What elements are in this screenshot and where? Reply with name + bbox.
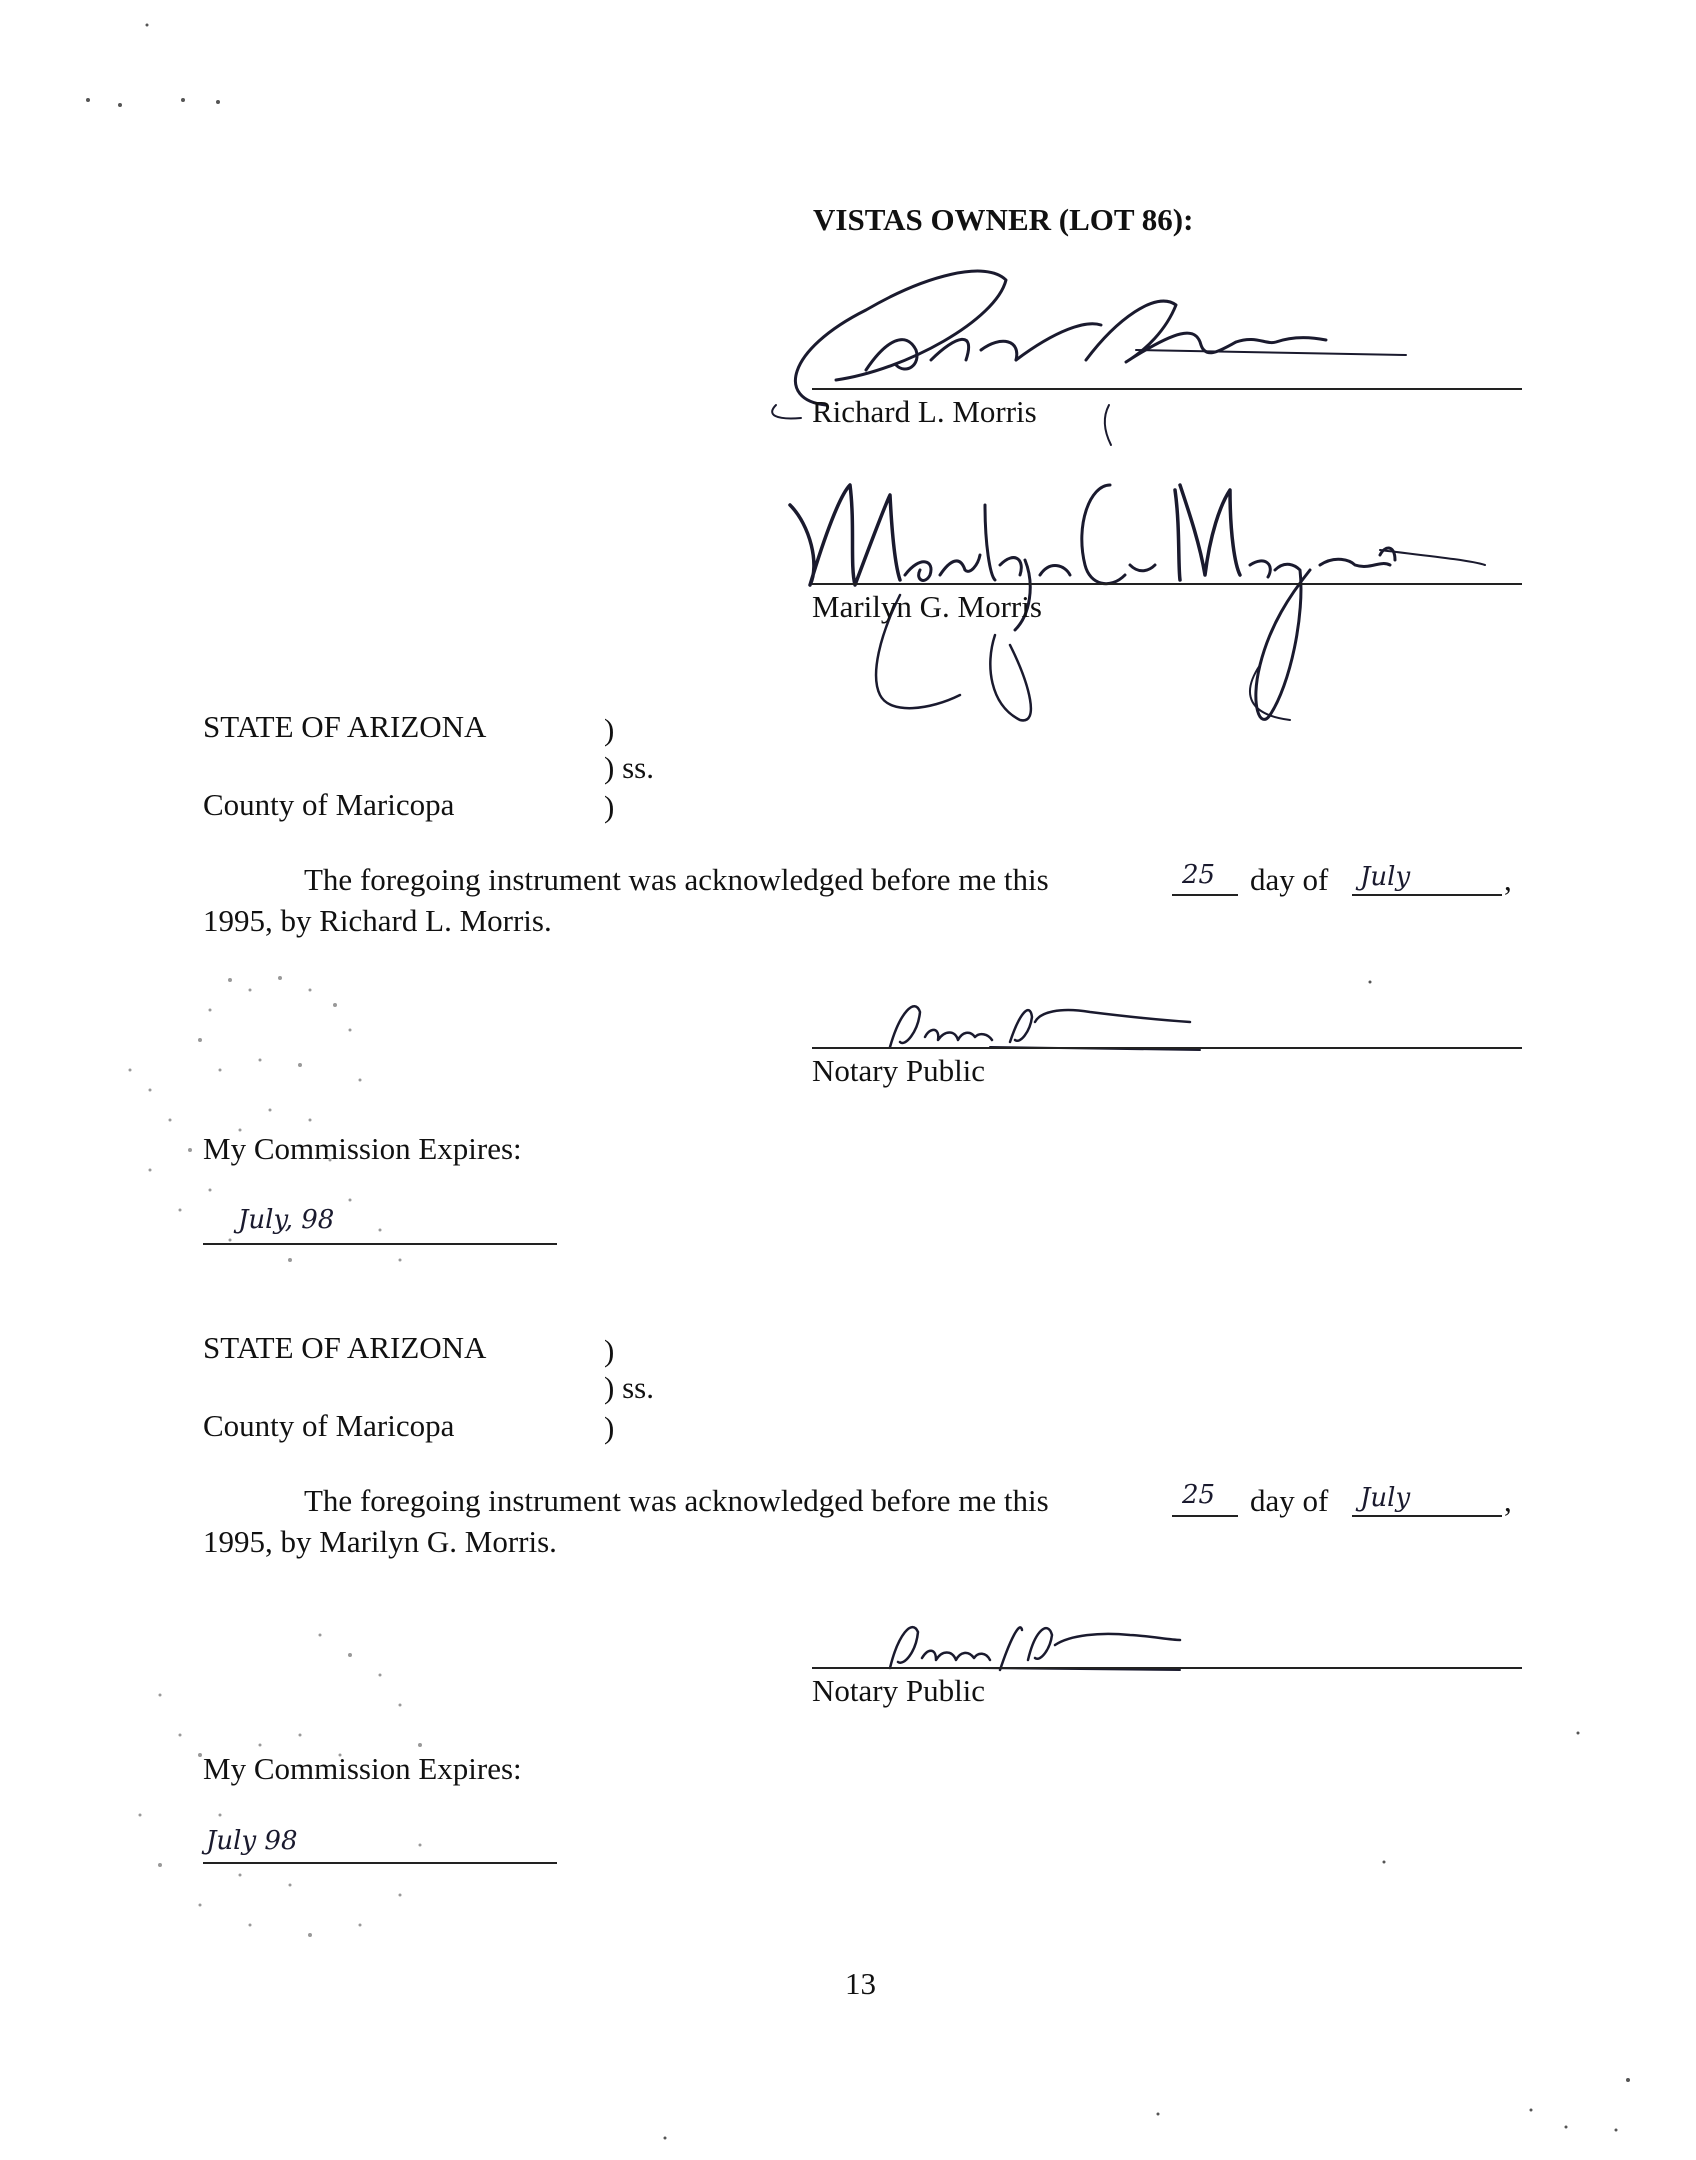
day-of-text: day of <box>1250 1483 1329 1518</box>
page-number: 13 <box>845 1966 876 2001</box>
venue-paren: ) <box>604 712 615 747</box>
venue-state: STATE OF ARIZONA <box>203 1330 487 1365</box>
signature-line-1 <box>812 388 1522 390</box>
ack-text-line-2: 1995, by Richard L. Morris. <box>203 903 552 938</box>
day-of-text: day of <box>1250 862 1329 897</box>
day-blank <box>1172 894 1238 896</box>
commission-date-line <box>203 1243 557 1245</box>
ack-text-line-1: The foregoing instrument was acknowledged before me this <box>304 862 1049 897</box>
venue-state: STATE OF ARIZONA <box>203 709 487 744</box>
day-value: 25 <box>1182 860 1216 890</box>
commission-label: My Commission Expires: <box>203 1131 522 1166</box>
comma: , <box>1504 1483 1512 1518</box>
commission-date-line <box>203 1862 557 1864</box>
comma: , <box>1504 862 1512 897</box>
venue-county: County of Maricopa <box>203 787 455 822</box>
owner-heading: VISTAS OWNER (LOT 86): <box>813 202 1194 237</box>
notary-label: Notary Public <box>812 1673 986 1708</box>
notary-label: Notary Public <box>812 1053 986 1088</box>
notary-signature <box>870 992 1200 1062</box>
month-value: July <box>1360 1483 1411 1513</box>
month-blank <box>1352 894 1502 896</box>
venue-paren: ) <box>604 789 615 824</box>
venue-county: County of Maricopa <box>203 1408 455 1443</box>
signer-name-2: Marilyn G. Morris <box>812 589 1042 624</box>
commission-date-value: July, 98 <box>238 1205 335 1235</box>
month-value: July <box>1360 862 1411 892</box>
notary-signature-line <box>812 1667 1522 1669</box>
ack-text-line-2: 1995, by Marilyn G. Morris. <box>203 1524 557 1559</box>
day-blank <box>1172 1515 1238 1517</box>
venue-paren: ) <box>604 1333 615 1368</box>
ack-text-line-1: The foregoing instrument was acknowledged before me this <box>304 1483 1049 1518</box>
notary-seal-stamp <box>110 960 450 1290</box>
venue-ss: ) ss. <box>604 1370 654 1405</box>
notary-signature-line <box>812 1047 1522 1049</box>
venue-ss: ) ss. <box>604 750 654 785</box>
signature-line-2 <box>812 583 1522 585</box>
signer-name-1: Richard L. Morris <box>812 394 1037 429</box>
notary-signature <box>870 1610 1180 1680</box>
day-value: 25 <box>1182 1480 1216 1510</box>
venue-paren: ) <box>604 1410 615 1445</box>
month-blank <box>1352 1515 1502 1517</box>
commission-label: My Commission Expires: <box>203 1751 522 1786</box>
notary-seal-stamp <box>120 1615 460 1965</box>
commission-date-value: July 98 <box>206 1826 298 1856</box>
